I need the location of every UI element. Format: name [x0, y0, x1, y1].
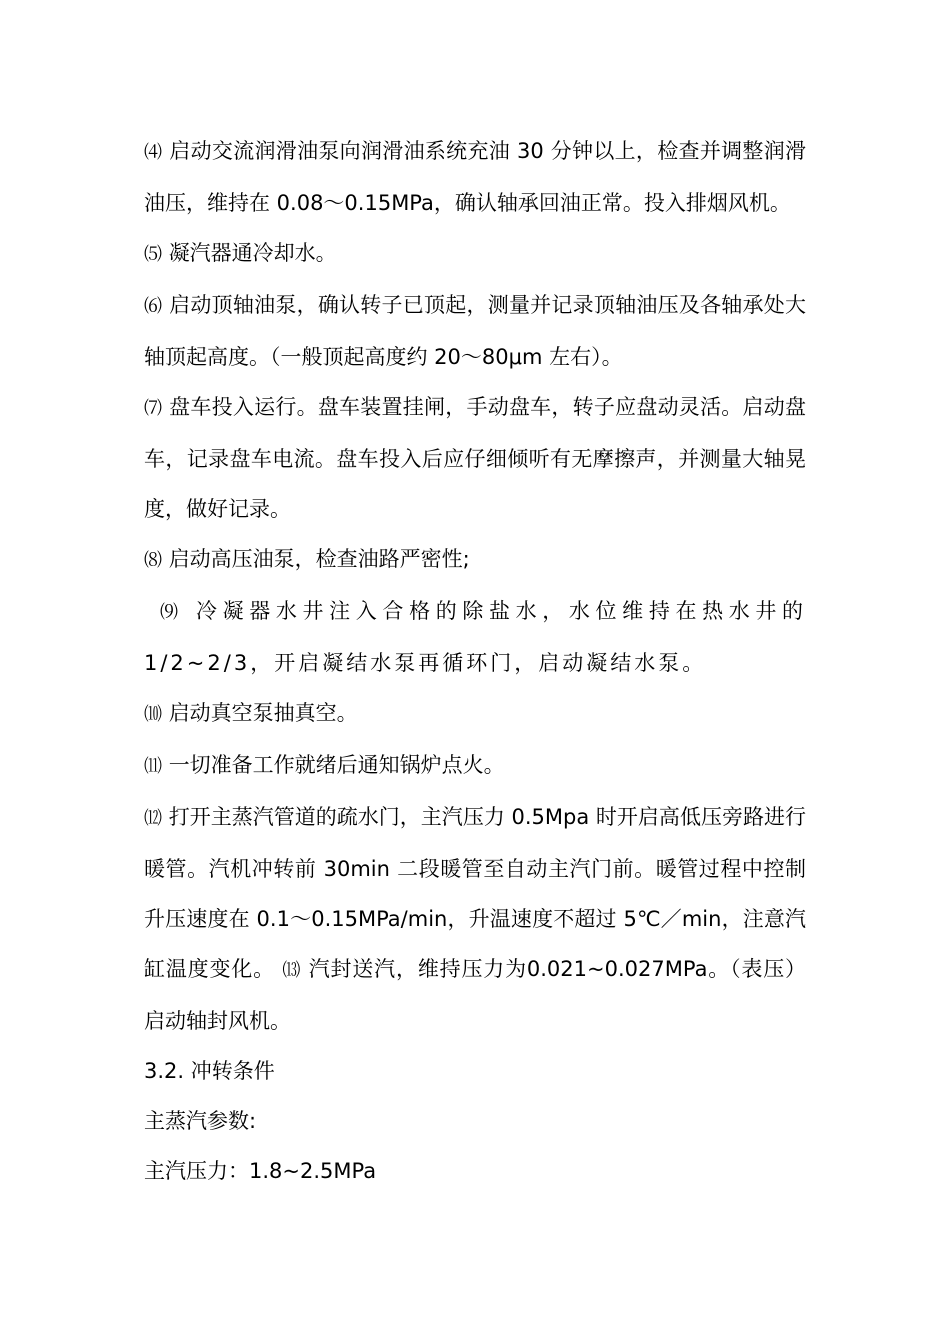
main-steam-pressure-line — [144, 1146, 806, 1196]
main-steam-params-label — [144, 1096, 806, 1146]
value-text: 主汽压力：1.8~2.5MPa — [144, 1159, 377, 1183]
step-text: 启动交流润滑油泵向润滑油系统充油 30 分钟以上，检查并调整润滑油压，维持在 0.08～0.15MPa，确认轴承回油正常。投入排烟风机。 — [144, 139, 807, 215]
step-text: 一切准备工作就绪后通知锅炉点火。 — [168, 753, 505, 777]
section-title: 3.2. 冲转条件 — [144, 1059, 275, 1083]
step-4-paragraph — [144, 126, 806, 228]
step-text: 启动真空泵抽真空。 — [168, 701, 358, 725]
step-6-paragraph — [144, 280, 806, 382]
step-number: ⑷ — [144, 142, 163, 163]
step-5-paragraph — [144, 228, 806, 280]
step-7-paragraph — [144, 382, 806, 534]
step-number: ⑻ — [144, 550, 162, 571]
label-text: 主蒸汽参数: — [144, 1109, 257, 1133]
step-12-13-paragraph — [144, 792, 806, 1046]
step-10-paragraph — [144, 688, 806, 740]
step-11-paragraph — [144, 740, 806, 792]
step-9-paragraph — [144, 586, 806, 688]
step-number: ⑸ — [144, 244, 162, 265]
step-text: 凝汽器通冷却水。 — [168, 241, 337, 265]
section-heading — [144, 1046, 806, 1096]
step-number: ⑾ — [144, 756, 162, 777]
step-text: 盘车投入运行。盘车装置挂闸，手动盘车，转子应盘动灵活。启动盘车，记录盘车电流。盘车投入后应仔细倾听有无摩擦声，并测量大轴晃度，做好记录。 — [144, 395, 807, 521]
step-number: ⑼ — [160, 602, 184, 623]
step-text: 汽封送汽，维持压力为0.021~0.027MPa。（表压）启动轴封风机。 — [144, 957, 807, 1033]
step-text: 冷凝器水井注入合格的除盐水，水位维持在热水井的1/2~2/3，开启凝结水泵再循环门，启动凝结水泵。 — [144, 599, 807, 675]
step-number: ⑺ — [144, 398, 163, 419]
step-text: 打开主蒸汽管道的疏水门，主汽压力 0.5Mpa 时开启高低压旁路进行暖管。汽机冲转前 30min 二段暖管至自动主汽门前。暖管过程中控制升压速度在 0.1～0.15MPa/min，升温速度不超过 5℃／min，注意汽缸温度变化。 — [144, 805, 806, 981]
step-8-paragraph — [144, 534, 806, 586]
step-number: ⑹ — [144, 296, 163, 317]
step-number: ⒀ — [282, 960, 302, 981]
step-number: ⑽ — [144, 704, 162, 725]
document-body — [144, 126, 806, 1196]
step-text: 启动高压油泵，检查油路严密性; — [168, 547, 470, 571]
step-text: 启动顶轴油泵，确认转子已顶起，测量并记录顶轴油压及各轴承处大轴顶起高度。（一般顶起高度约 20～80μm 左右）。 — [144, 293, 807, 369]
step-number: ⑿ — [144, 808, 163, 829]
